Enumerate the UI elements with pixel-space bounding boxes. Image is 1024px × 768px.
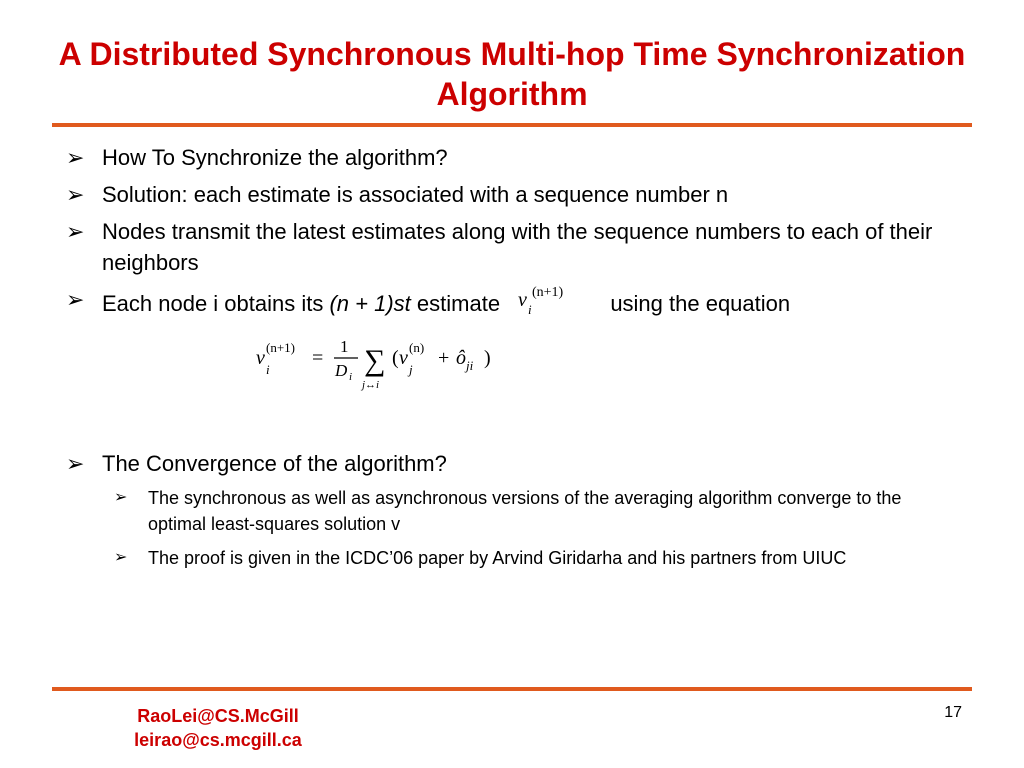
svg-text:+: + — [438, 347, 450, 369]
bullet-text: How To Synchronize the algorithm? — [102, 145, 448, 170]
update-equation — [66, 332, 946, 412]
bullet-text: The Convergence of the algorithm? — [102, 451, 447, 476]
bullet-text-italic: (n + 1)st — [329, 290, 411, 316]
bullet-item — [66, 142, 946, 173]
bullet-text-prefix: Each node i obtains its — [102, 290, 330, 316]
author-email-secondary: leirao@cs.mcgill.ca — [134, 730, 302, 750]
sub-bullet-item — [114, 545, 946, 571]
svg-text:v: v — [518, 289, 528, 311]
arrow-bullet-icon: ➢ — [114, 489, 128, 506]
svg-text:i: i — [266, 362, 270, 377]
author-email-primary: RaoLei@CS.McGill — [137, 706, 299, 726]
svg-text:(: ( — [392, 347, 399, 369]
title-divider — [52, 123, 972, 127]
bullet-item — [66, 284, 946, 326]
arrow-bullet-icon: ➢ — [114, 549, 128, 566]
sub-bullet-text: The proof is given in the ICDC’06 paper by Arvind Giridarha and his partners from UIUC — [148, 548, 847, 568]
arrow-bullet-icon: ➢ — [66, 451, 85, 476]
footer-divider — [52, 687, 972, 691]
svg-text:=: = — [312, 347, 324, 369]
svg-text:ji: ji — [466, 358, 474, 373]
inline-estimate-formula — [512, 284, 596, 326]
svg-text:(n): (n) — [409, 340, 425, 355]
bullet-text-middle: estimate — [410, 290, 501, 316]
svg-text:j: j — [409, 362, 413, 377]
svg-text:i: i — [528, 302, 532, 317]
arrow-bullet-icon: ➢ — [66, 219, 85, 244]
sub-bullet-text: The synchronous as well as asynchronous versions of the averaging algorithm converge to the optimal least-squares solution v — [148, 488, 902, 534]
svg-text:1: 1 — [340, 337, 349, 356]
svg-text:i: i — [349, 371, 353, 383]
svg-text:j↔i: j↔i — [362, 379, 380, 391]
arrow-bullet-icon: ➢ — [66, 182, 85, 207]
svg-text:): ) — [484, 347, 491, 369]
author-contact — [108, 704, 328, 752]
bullet-item — [66, 179, 946, 210]
bullet-list — [66, 142, 946, 579]
bullet-item — [66, 216, 946, 278]
arrow-bullet-icon: ➢ — [66, 287, 85, 312]
page-number: 17 — [944, 704, 962, 721]
svg-text:∑: ∑ — [364, 344, 386, 377]
svg-text:D: D — [335, 361, 348, 380]
bullet-text: Solution: each estimate is associated with a sequence number n — [102, 182, 729, 207]
svg-text:v: v — [399, 347, 408, 369]
svg-text:(n+1): (n+1) — [532, 285, 564, 300]
svg-text:v: v — [256, 347, 265, 369]
arrow-bullet-icon: ➢ — [66, 145, 85, 170]
bullet-text: Nodes transmit the latest estimates along with the sequence numbers to each of their neighbors — [102, 219, 933, 275]
slide-title: A Distributed Synchronous Multi-hop Time Synchronization Algorithm — [58, 36, 966, 112]
bullet-item — [66, 448, 946, 479]
sub-bullet-item — [114, 485, 946, 537]
svg-text:(n+1): (n+1) — [266, 340, 295, 355]
bullet-text-suffix: using the equation — [610, 290, 791, 316]
svg-text:ô: ô — [456, 347, 466, 369]
